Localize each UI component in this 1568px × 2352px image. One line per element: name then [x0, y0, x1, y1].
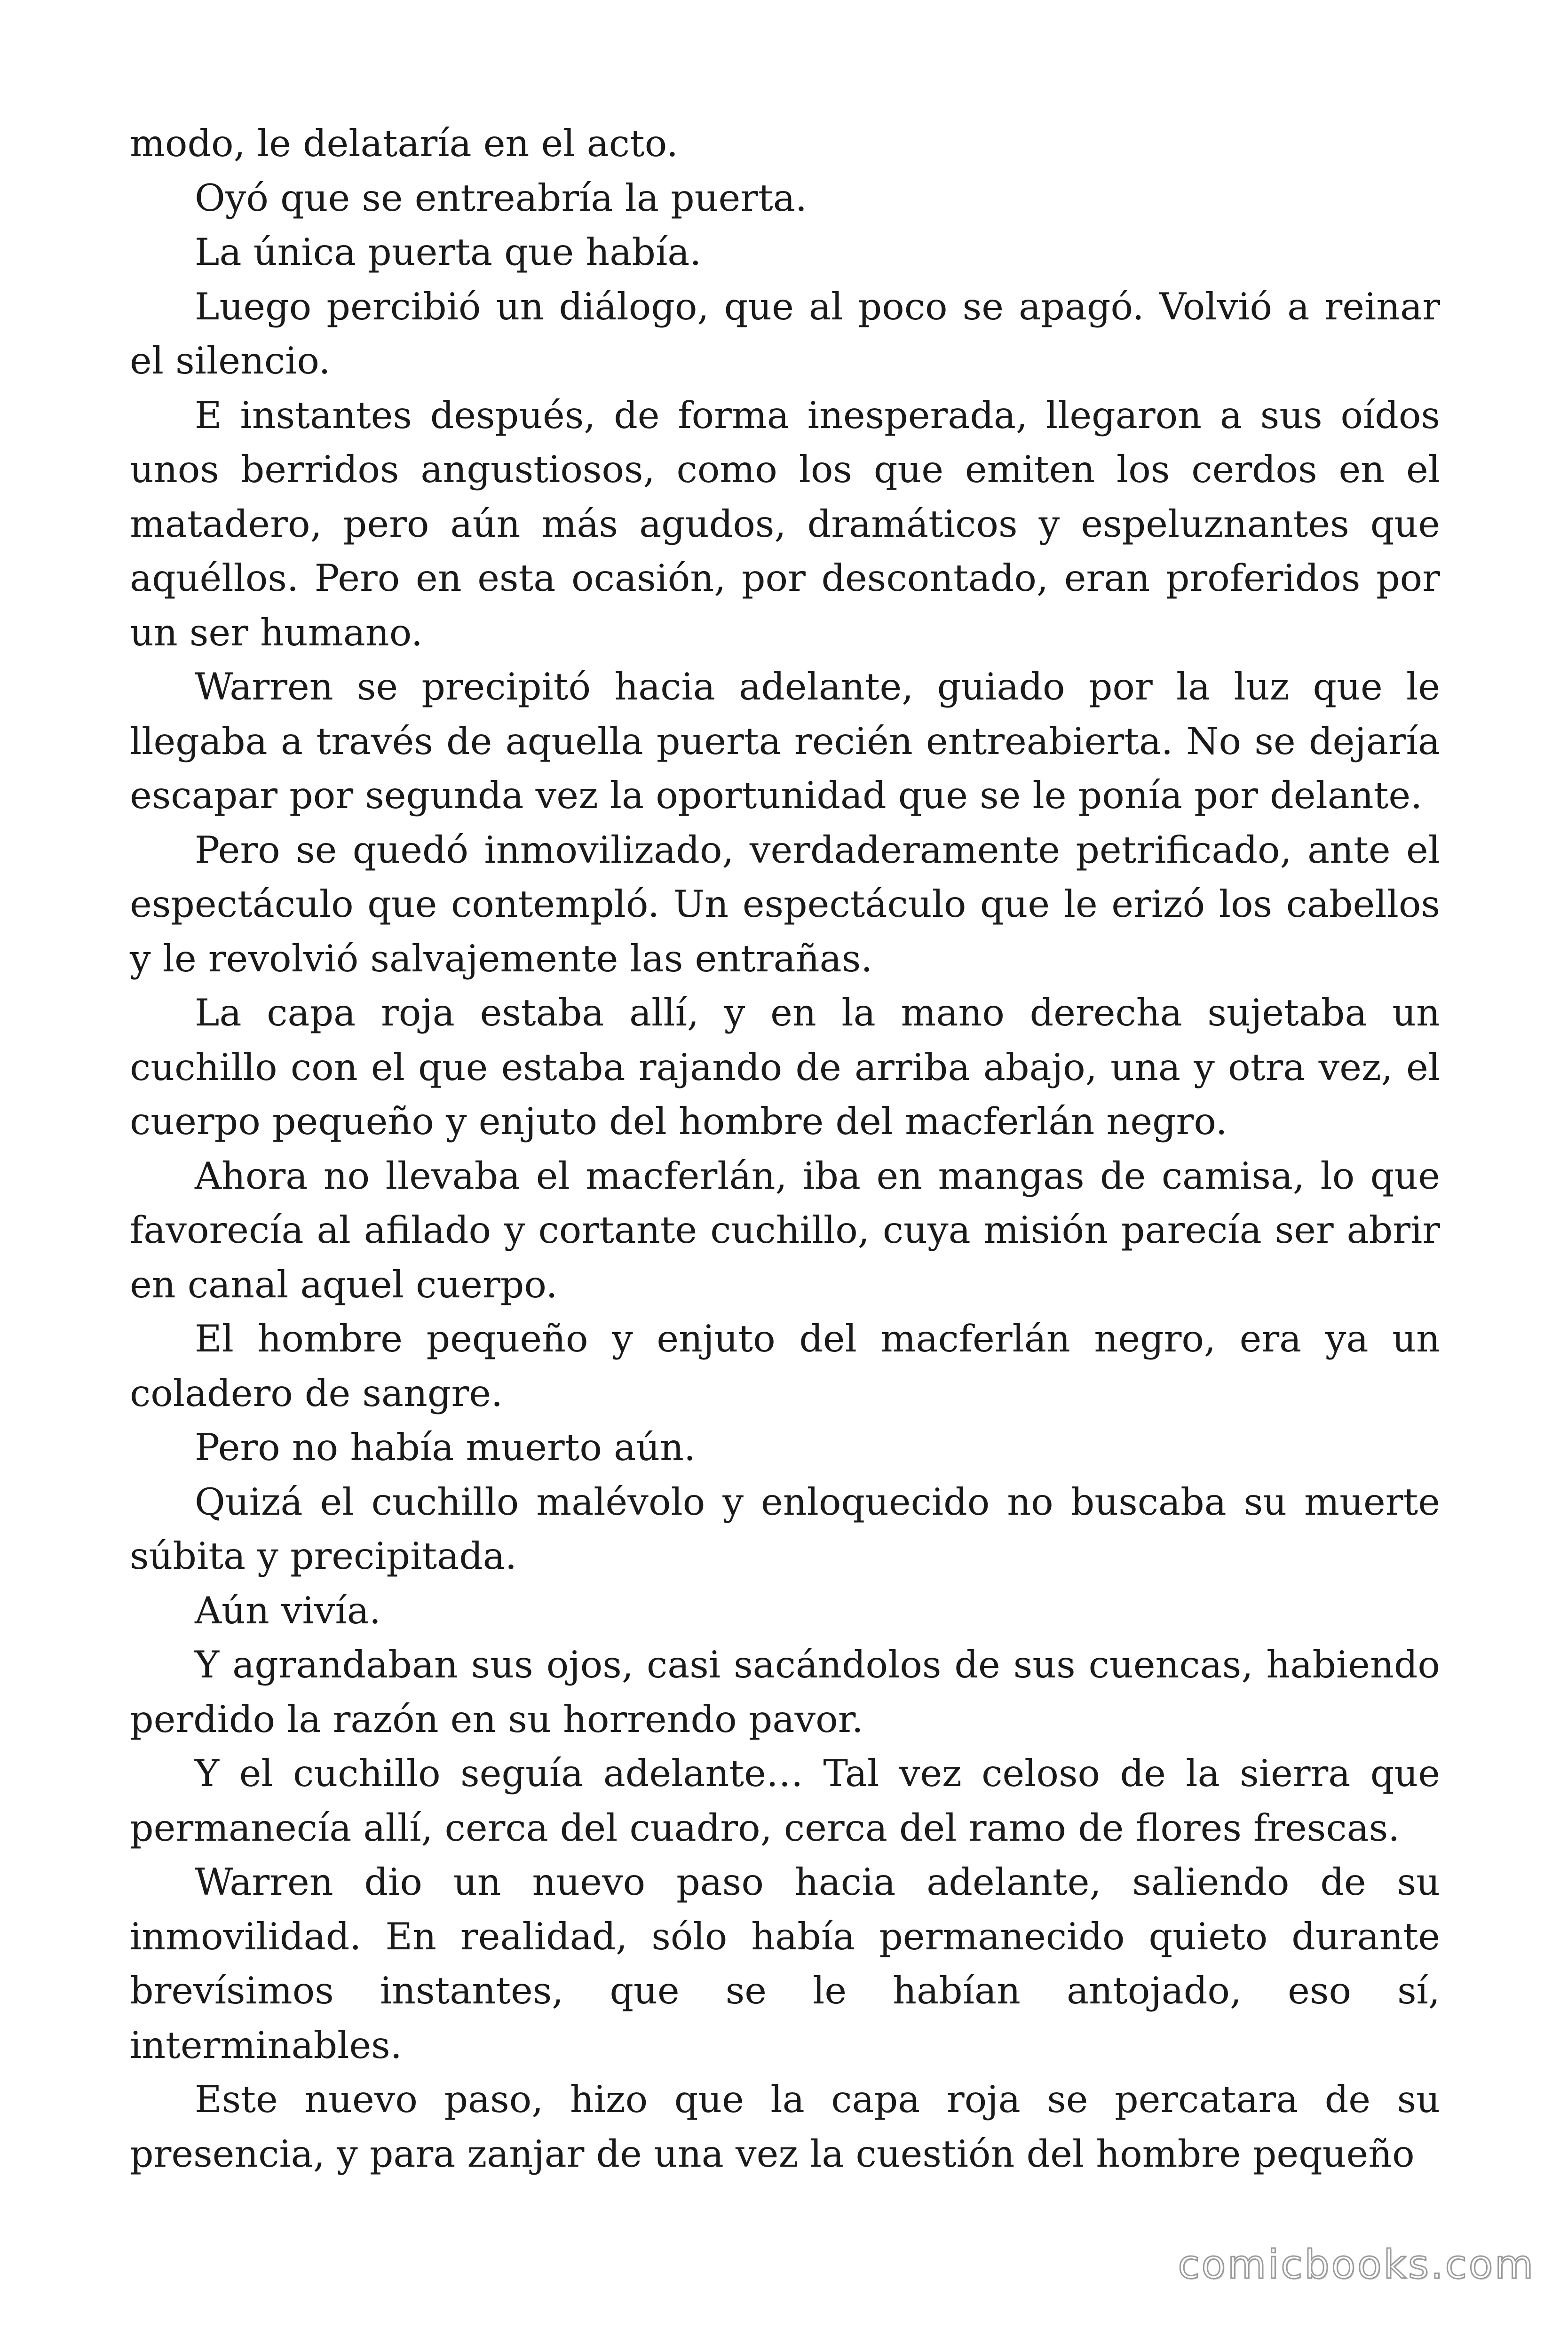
paragraph: Y agrandaban sus ojos, casi sacándolos de sus cuencas, habiendo perdido la razón en su horrendo pavor.	[130, 1643, 1440, 1741]
paragraph: Pero no había muerto aún.	[195, 1426, 696, 1469]
paragraph-continued: modo, le delataría en el acto.	[130, 122, 678, 165]
paragraph: Este nuevo paso, hizo que la capa roja se percatara de su presencia, y para zanjar de una vez la cuestión del hombre pequeño	[130, 2078, 1440, 2176]
paragraph: El hombre pequeño y enjuto del macferlán negro, era ya un coladero de sangre.	[130, 1317, 1440, 1415]
paragraph: Y el cuchillo seguía adelante… Tal vez celoso de la sierra que permanecía allí, cerca del cuadro, cerca del ramo de flores frescas.	[130, 1752, 1440, 1850]
paragraph: Oyó que se entreabría la puerta.	[195, 176, 807, 220]
paragraph: Ahora no llevaba el macferlán, iba en mangas de camisa, lo que favorecía al afilado y cortante cuchillo, cuya misión parecía ser abrir en canal aquel cuerpo.	[130, 1154, 1440, 1306]
body-text	[130, 117, 1440, 2181]
paragraph: E instantes después, de forma inesperada, llegaron a sus oídos unos berridos angustiosos, como los que emiten los cerdos en el matadero, pero aún más agudos, dramáticos y espeluznantes que aquéllos. Pero en esta ocasión, por descontado, eran proferidos por un ser humano.	[130, 393, 1440, 654]
paragraph: Warren dio un nuevo paso hacia adelante, saliendo de su inmovilidad. En realidad, sólo había permanecido quieto durante brevísimos instantes, que se le habían antojado, eso sí, interminables.	[130, 1860, 1440, 2067]
paragraph: Warren se precipitó hacia adelante, guiado por la luz que le llegaba a través de aquella puerta recién entreabierta. No se dejaría escapar por segunda vez la oportunidad que se le ponía por delante.	[130, 665, 1440, 817]
paragraph: Aún vivía.	[195, 1589, 381, 1632]
paragraph: La única puerta que había.	[195, 230, 702, 274]
paragraph: Pero se quedó inmovilizado, verdaderamente petrificado, ante el espectáculo que contempló. Un espectáculo que le erizó los cabellos y le revolvió salvajemente las entrañas.	[130, 828, 1440, 980]
paragraph: La capa roja estaba allí, y en la mano derecha sujetaba un cuchillo con el que estaba rajando de arriba abajo, una y otra vez, el cuerpo pequeño y enjuto del hombre del macferlán negro.	[130, 991, 1440, 1143]
watermark-logo: comicbooks.com	[1178, 2241, 1535, 2288]
paragraph: Luego percibió un diálogo, que al poco se apagó. Volvió a reinar el silencio.	[130, 285, 1440, 382]
paragraph: Quizá el cuchillo malévolo y enloquecido no buscaba su muerte súbita y precipitada.	[130, 1480, 1440, 1578]
